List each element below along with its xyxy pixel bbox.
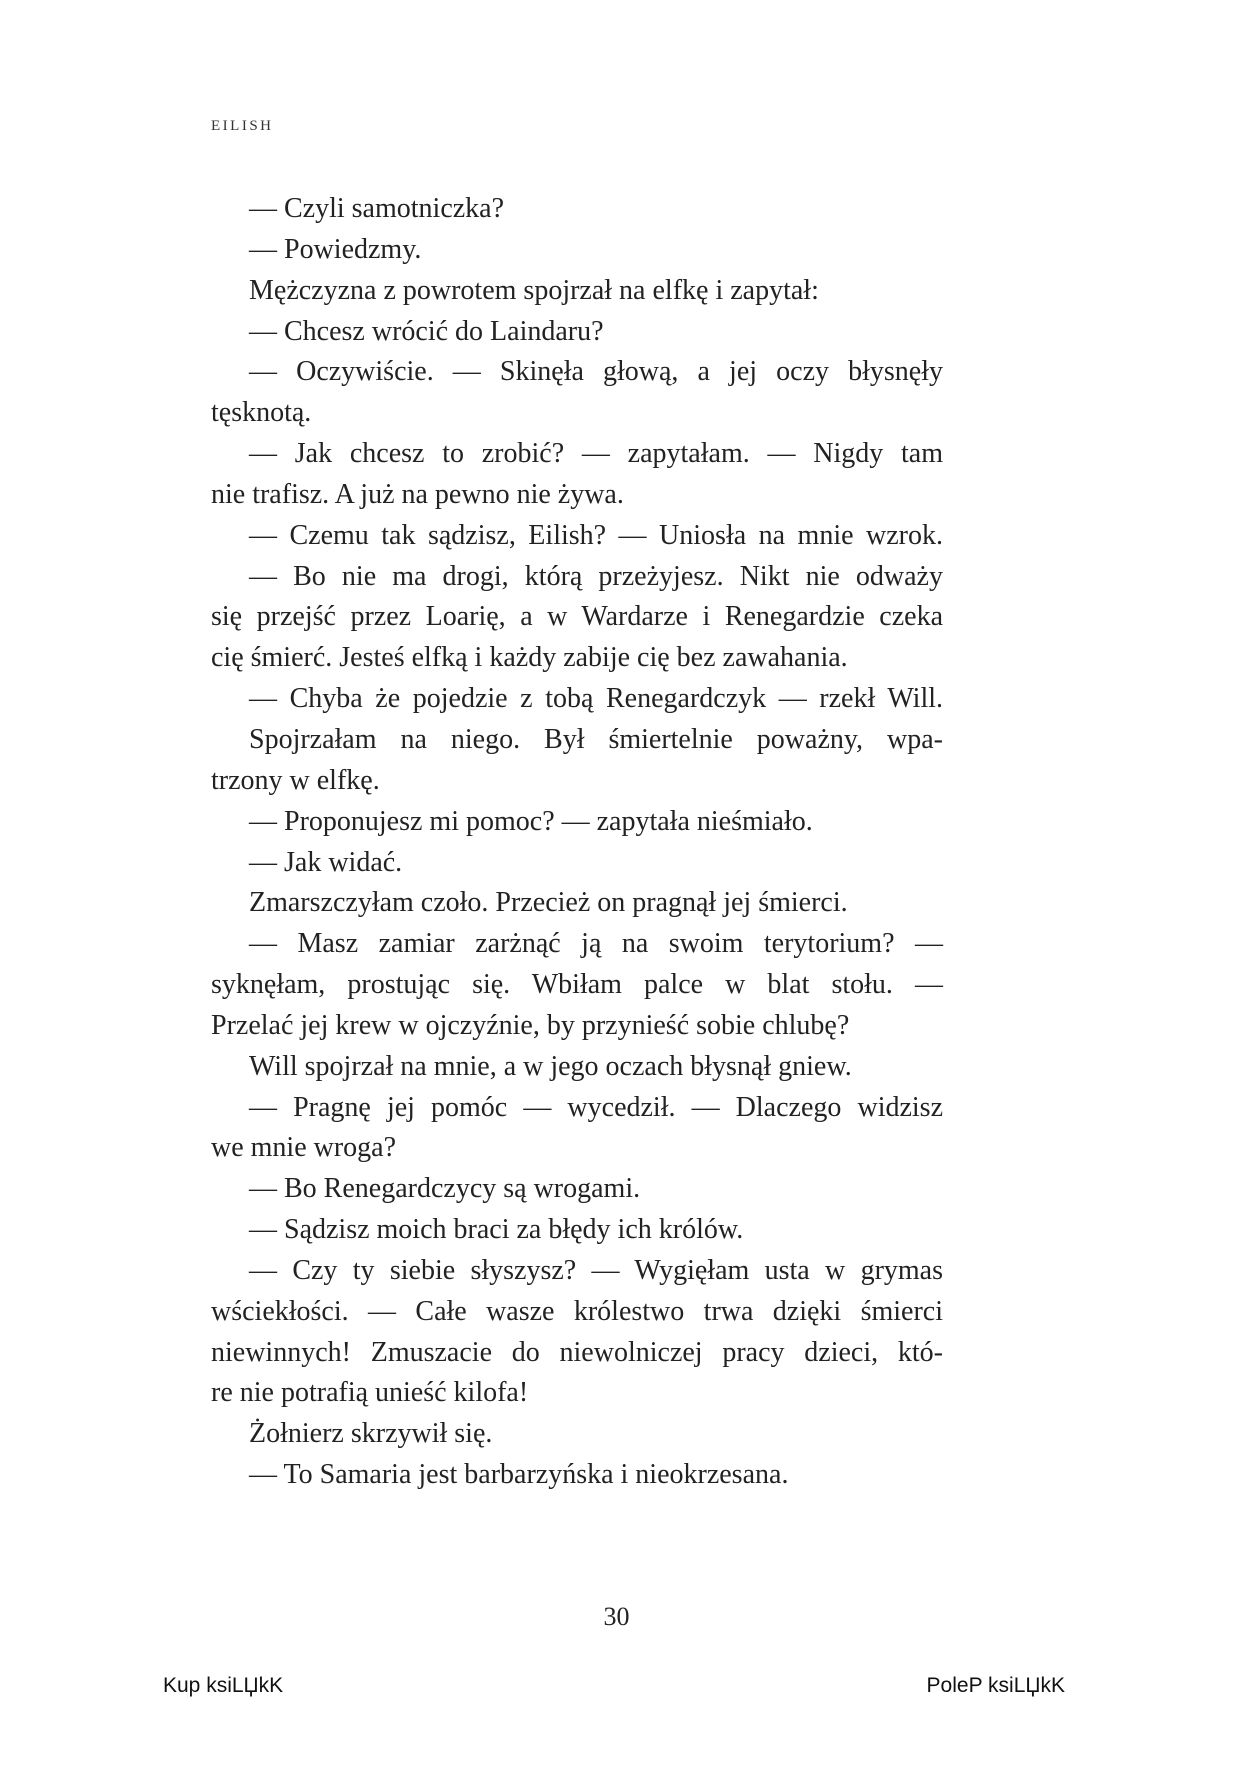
text-line: niewinnych! Zmuszacie do niewolniczej pracy dzieci, któ-: [211, 1336, 943, 1368]
text-line: syknęłam, prostując się. Wbiłam palce w blat stołu. —: [211, 969, 943, 1001]
text-line: cię śmierć. Jesteś elfką i każdy zabije cię bez zawahania.: [211, 642, 848, 674]
text-line: — Bo nie ma drogi, którą przeżyjesz. Nikt nie odważy: [249, 560, 943, 592]
text-line: — Masz zamiar zarżnąć ją na swoim terytorium? —: [249, 928, 943, 960]
text-line: — Czy ty siebie słyszysz? — Wygięłam usta w grymas: [249, 1254, 943, 1286]
text-line: — Powiedzmy.: [249, 233, 422, 265]
text-line: nie trafisz. A już na pewno nie żywa.: [211, 478, 624, 510]
text-line: — Bo Renegardczycy są wrogami.: [249, 1173, 641, 1205]
recommend-book-link[interactable]: PoleP ksiLЏkK: [926, 1674, 1065, 1697]
text-line: we mnie wroga?: [211, 1132, 397, 1164]
page-number: 30: [603, 1602, 630, 1631]
text-line: — Czyli samotniczka?: [249, 193, 505, 224]
text-line: — Pragnę jej pomóc — wycedził. — Dlaczego widzisz: [249, 1091, 943, 1123]
buy-book-link[interactable]: Kup ksiLЏkK: [163, 1674, 284, 1697]
text-line: — Sądzisz moich braci za błędy ich królów.: [249, 1214, 744, 1246]
text-line: — Chcesz wrócić do Laindaru?: [249, 315, 604, 347]
text-line: — To Samaria jest barbarzyńska i nieokrzesana.: [249, 1459, 789, 1491]
text-line: Żołnierz skrzywił się.: [249, 1418, 493, 1450]
text-line: Przelać jej krew w ojczyźnie, by przynieść sobie chlubę?: [211, 1009, 850, 1041]
text-line: Will spojrzał na mnie, a w jego oczach błysnął gniew.: [249, 1050, 852, 1082]
text-line: Zmarszczyłam czoło. Przecież on pragnął jej śmierci.: [249, 887, 848, 919]
text-line: — Oczywiście. — Skinęła głową, a jej oczy błysnęły: [249, 356, 943, 388]
text-line: tęsknotą.: [211, 397, 312, 429]
text-line: — Chyba że pojedzie z tobą Renegardczyk — rzekł Will.: [249, 683, 943, 715]
text-line: trzony w elfkę.: [211, 764, 380, 796]
text-line: Spojrzałam na niego. Był śmiertelnie poważny, wpa-: [249, 723, 943, 755]
text-line: — Proponujesz mi pomoc? — zapytała nieśmiało.: [249, 805, 813, 837]
text-line: re nie potrafią unieść kilofa!: [211, 1377, 529, 1409]
text-line: wściekłości. — Całe wasze królestwo trwa dzięki śmierci: [211, 1295, 943, 1327]
text-line: — Czemu tak sądzisz, Eilish? — Uniosła na mnie wzrok.: [249, 519, 943, 551]
text-line: — Jak widać.: [249, 846, 403, 878]
text-line: się przejść przez Loarię, a w Wardarze i Renegardzie czeka: [211, 601, 943, 633]
running-head: EILISH: [211, 118, 274, 134]
text-line: Mężczyzna z powrotem spojrzał na elfkę i zapytał:: [249, 274, 819, 306]
body-text: [211, 189, 943, 1496]
text-line: — Jak chcesz to zrobić? — zapytałam. — Nigdy tam: [249, 438, 943, 470]
